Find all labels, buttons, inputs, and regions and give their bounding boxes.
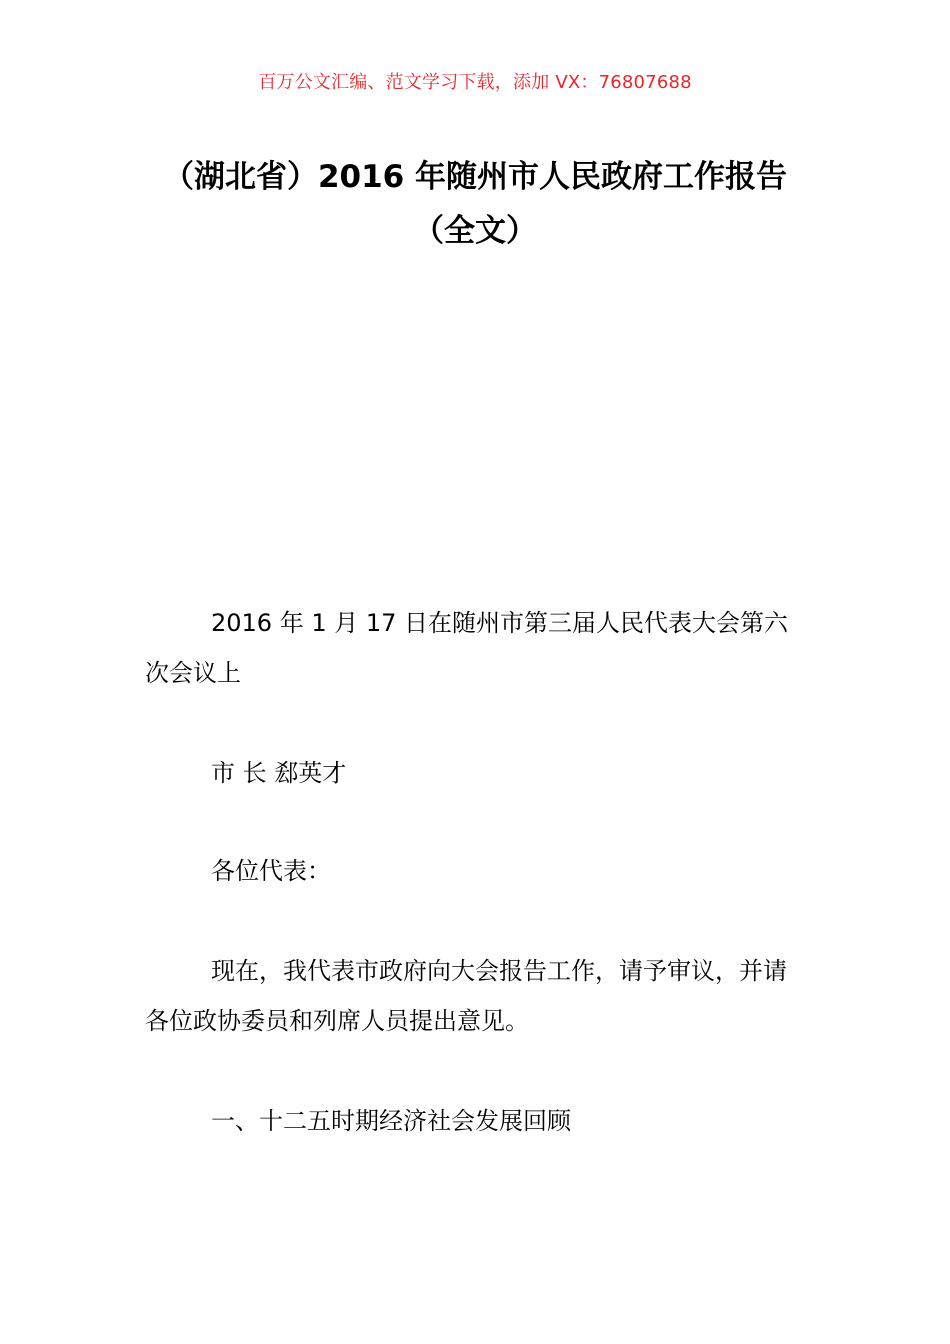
watermark-text: 百万公文汇编、范文学习下载，添加 VX：76807688 — [258, 72, 692, 93]
meeting-date-paragraph: 2016 年 1 月 17 日在随州市第三届人民代表大会第六次会议上 — [145, 609, 789, 687]
salutation-paragraph: 各位代表： — [211, 857, 331, 885]
speaker-paragraph: 市 长 郄英才 — [211, 759, 347, 787]
opening-paragraph: 现在，我代表市政府向大会报告工作，请予审议，并请各位政协委员和列席人员提出意见。 — [145, 957, 787, 1035]
section-heading: 一、十二五时期经济社会发展回顾 — [211, 1107, 571, 1135]
document-title: （湖北省）2016 年随州市人民政府工作报告（全文） — [162, 159, 788, 249]
